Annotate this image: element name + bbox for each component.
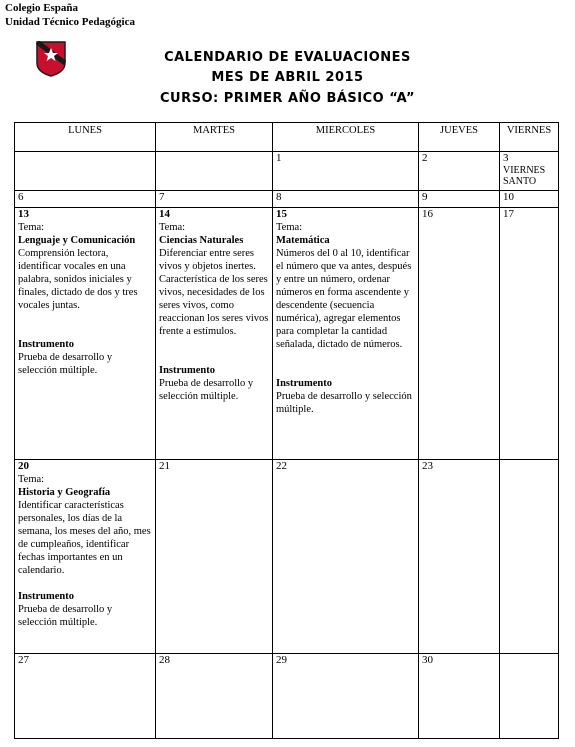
day-cell-21: 21 (156, 460, 273, 654)
day-cell-empty (156, 152, 273, 191)
week-row-5 (15, 654, 559, 739)
instrument-text: Prueba de desarrollo y selección múltiple. (18, 352, 113, 376)
day-cell-29: 29 (273, 654, 419, 739)
day-cell-7: 7 (156, 191, 273, 208)
topic-description: Diferenciar entre seres vivos y objetos inertes. Característica de los seres vivos, necesidades de los seres vivos, como reaccionan los seres vivos frente a estímulos. (159, 248, 269, 337)
tema-label: Tema: (159, 222, 186, 233)
day-cell-30: 30 (419, 654, 500, 739)
day-number: 15 (276, 208, 287, 220)
header-friday: VIERNES (500, 123, 559, 152)
topic-description: Comprensión lectora, identificar vocales en una palabra, sonidos iniciales y finales, dictado de dos y tres vocales juntas. (18, 248, 138, 311)
day-cell-27: 27 (15, 654, 156, 739)
day-cell-15 (273, 208, 419, 460)
day-number: 20 (18, 460, 29, 472)
week-row-2 (15, 191, 559, 208)
day-cell-empty (15, 152, 156, 191)
day-cell-6: 6 (15, 191, 156, 208)
day-cell-13 (15, 208, 156, 460)
week-row-4 (15, 460, 559, 654)
day-cell-10: 10 (500, 191, 559, 208)
day-cell-14 (156, 208, 273, 460)
weekday-header-row (15, 123, 559, 152)
holiday-note: VIERNES SANTO (503, 165, 546, 187)
day-cell-empty (500, 460, 559, 654)
day-cell-20 (15, 460, 156, 654)
tema-label: Tema: (18, 222, 45, 233)
day-cell-1: 1 (273, 152, 419, 191)
subject-title: Ciencias Naturales (159, 235, 244, 246)
title-line-3: CURSO: PRIMER AÑO BÁSICO “A” (159, 91, 416, 106)
header-thursday: JUEVES (419, 123, 500, 152)
day-cell-16: 16 (419, 208, 500, 460)
instrument-label: Instrumento (18, 591, 75, 602)
day-cell-2: 2 (419, 152, 500, 191)
topic-description: Números del 0 al 10, identificar el número que va antes, después y entre un número, ordenar números en forma ascendente y descendente (secuencia numérica), agregar elementos para completar la cantidad señalada, dictado de números. (276, 248, 412, 350)
topic-description: Identificar características personales, los días de la semana, los meses del año, mes de cumpleaños, identificar fechas importantes en un calendario. (18, 500, 151, 576)
title-line-1: CALENDARIO DE EVALUACIONES (164, 50, 411, 65)
day-cell-3 (500, 152, 559, 191)
tema-label: Tema: (276, 222, 303, 233)
day-cell-empty (500, 654, 559, 739)
unit-name: Unidad Técnico Pedagógica (5, 16, 135, 28)
header-tuesday: MARTES (156, 123, 273, 152)
instrument-text: Prueba de desarrollo y selección múltiple. (159, 378, 254, 402)
header-wednesday: MIERCOLES (273, 123, 419, 152)
subject-title: Matemática (276, 235, 330, 246)
week-row-1 (15, 152, 559, 191)
day-cell-8: 8 (273, 191, 419, 208)
day-cell-17: 17 (500, 208, 559, 460)
header-monday: LUNES (15, 123, 156, 152)
day-cell-9: 9 (419, 191, 500, 208)
subject-title: Historia y Geografía (18, 487, 111, 498)
instrument-text: Prueba de desarrollo y selección múltiple. (276, 391, 412, 415)
day-number: 14 (159, 208, 170, 220)
instrument-label: Instrumento (18, 339, 75, 350)
instrument-text: Prueba de desarrollo y selección múltiple. (18, 604, 113, 628)
evaluation-calendar (14, 122, 559, 739)
tema-label: Tema: (18, 474, 45, 485)
instrument-label: Instrumento (159, 365, 216, 376)
school-name: Colegio España (5, 2, 79, 14)
day-cell-28: 28 (156, 654, 273, 739)
day-number: 3 (503, 152, 509, 164)
day-cell-22: 22 (273, 460, 419, 654)
day-number: 13 (18, 208, 29, 220)
day-cell-23: 23 (419, 460, 500, 654)
title-line-2: MES DE ABRIL 2015 (211, 70, 364, 85)
subject-title: Lenguaje y Comunicación (18, 235, 136, 246)
week-row-3 (15, 208, 559, 460)
instrument-label: Instrumento (276, 378, 333, 389)
